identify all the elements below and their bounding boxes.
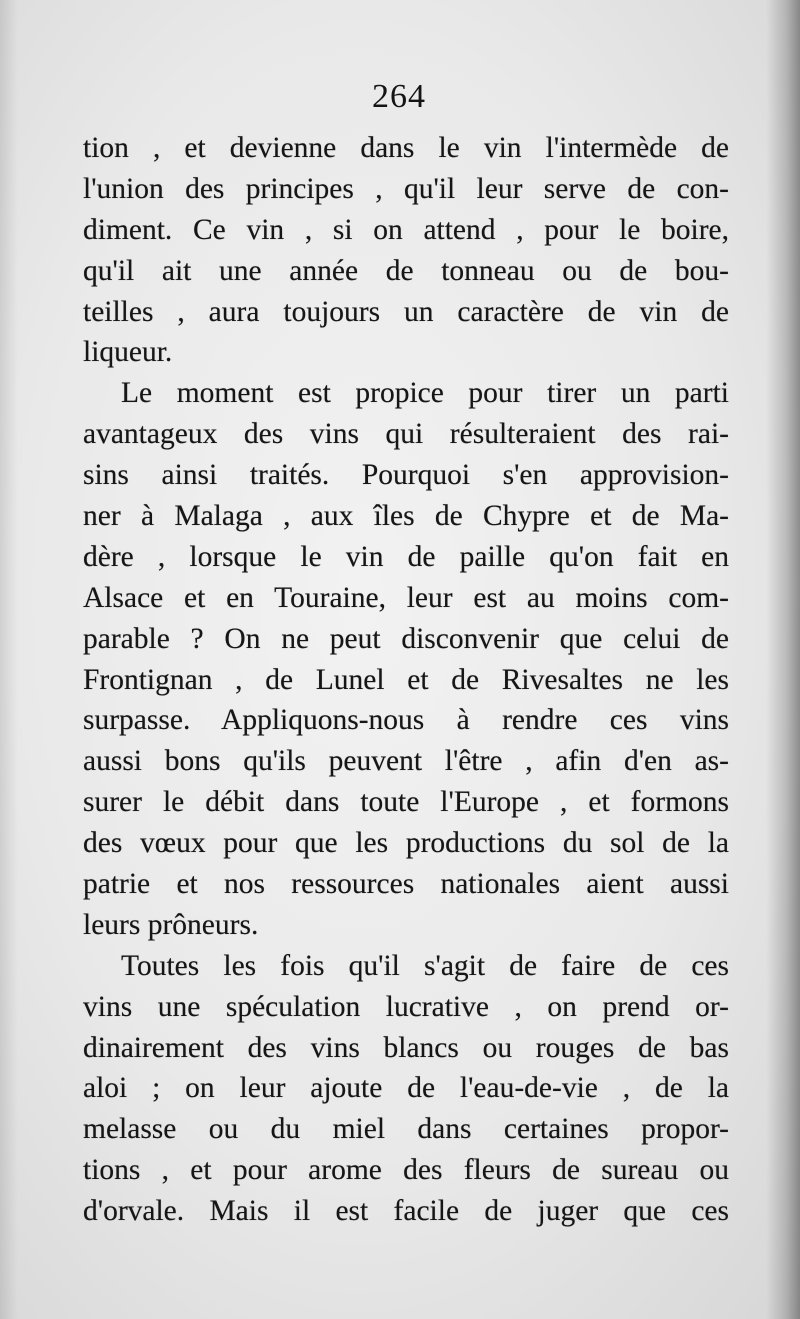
- text-line: leurs prôneurs.: [83, 908, 259, 941]
- text-line: sins ainsi traités. Pourquoi s'en approvision-: [83, 459, 729, 492]
- text-line: diment. Ce vin , si on attend , pour le boire,: [83, 213, 729, 246]
- text-line: d'orvale. Mais il est facile de juger que ces: [83, 1195, 729, 1228]
- text-line: ner à Malaga , aux îles de Chypre et de Ma-: [83, 500, 729, 533]
- paragraph-start-line: Le moment est propice pour tirer un parti: [121, 377, 729, 410]
- text-line: l'union des principes , qu'il leur serve de con-: [83, 172, 729, 205]
- text-line: Alsace et en Touraine, leur est au moins com-: [83, 581, 729, 614]
- text-line: patrie et nos ressources nationales aient aussi: [83, 868, 729, 901]
- text-line: des vœux pour que les productions du sol de la: [83, 827, 729, 860]
- page-number: 264: [372, 78, 426, 115]
- paragraph-start-line: Toutes les fois qu'il s'agit de faire de ces: [121, 949, 729, 982]
- text-line: dère , lorsque le vin de paille qu'on fait en: [83, 540, 729, 573]
- text-line: parable ? On ne peut disconvenir que celui de: [83, 622, 729, 655]
- text-line: surpasse. Appliquons-nous à rendre ces vins: [83, 704, 729, 737]
- text-line: Frontignan , de Lunel et de Rivesaltes ne les: [83, 663, 729, 696]
- page-gutter-shadow: [0, 0, 18, 1319]
- text-line: aussi bons qu'ils peuvent l'être , afin d'en as-: [83, 745, 729, 778]
- text-line: melasse ou du miel dans certaines propor-: [83, 1113, 729, 1146]
- page-edge-shadow: [766, 0, 800, 1319]
- body-text: [83, 128, 729, 1232]
- text-line: vins une spéculation lucrative , on prend or-: [83, 990, 729, 1023]
- text-line: qu'il ait une année de tonneau ou de bou-: [83, 254, 729, 287]
- text-line: teilles , aura toujours un caractère de vin de: [83, 295, 729, 328]
- text-line: aloi ; on leur ajoute de l'eau-de-vie , de la: [83, 1072, 729, 1105]
- text-line: liqueur.: [83, 336, 173, 369]
- text-line: dinairement des vins blancs ou rouges de bas: [83, 1031, 729, 1064]
- text-line: tion , et devienne dans le vin l'intermède de: [83, 132, 729, 164]
- text-line: surer le débit dans toute l'Europe , et formons: [83, 786, 729, 819]
- text-line: tions , et pour arome des fleurs de sureau ou: [83, 1154, 729, 1187]
- text-line: avantageux des vins qui résulteraient des rai-: [83, 418, 729, 451]
